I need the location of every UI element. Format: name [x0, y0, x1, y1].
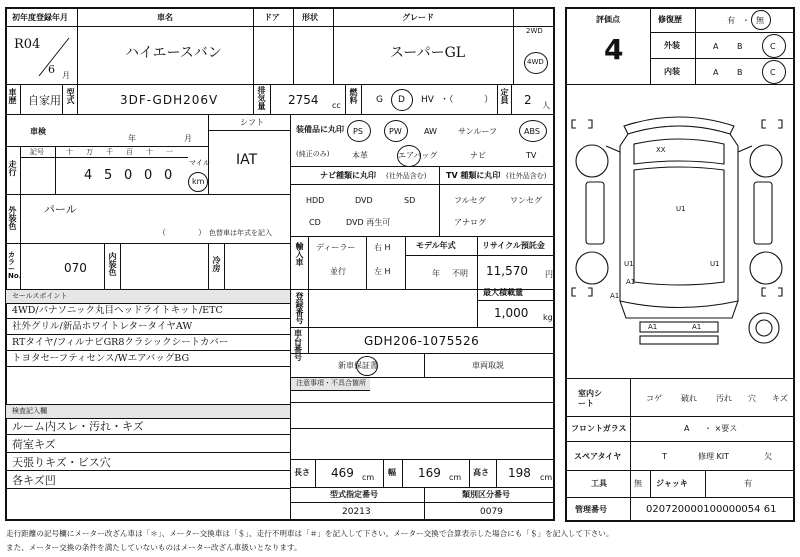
doors-header: ドア [264, 13, 280, 22]
capacity-unit: 人 [542, 101, 550, 110]
dimension-height-label: 高さ [473, 468, 489, 477]
mark-u1-left: U1 [624, 260, 634, 268]
windshield-label: フロントガラス [571, 424, 627, 433]
row-divider [5, 418, 290, 419]
col-divider [513, 7, 514, 84]
recycle-label: リサイクル預託金 [482, 241, 545, 250]
row-divider [20, 157, 188, 158]
mark-u1-right: U1 [710, 260, 720, 268]
jack-label: ジャッキ [656, 479, 688, 488]
col-divider [20, 146, 21, 194]
row-divider [650, 58, 795, 59]
side-panel-right [754, 182, 772, 244]
import-label: 輸入車 [295, 242, 304, 266]
col-divider [253, 7, 254, 84]
equip-tv: TV [526, 151, 537, 160]
displacement-label: 排気量 [257, 86, 266, 110]
equip-pw: PW [389, 127, 402, 136]
wheel-rear-right [750, 252, 782, 284]
exterior-color-close: ） [198, 228, 206, 237]
col-divider [333, 7, 334, 84]
shape-header: 形状 [302, 13, 318, 22]
exterior-color-value: パール [44, 203, 77, 216]
col-divider [424, 487, 425, 521]
row-divider [565, 470, 795, 471]
warranty-manual: 車両取説 [472, 361, 504, 370]
navi-label: ナビ種類に丸印 [320, 171, 376, 180]
row-divider [5, 318, 290, 319]
bracket [762, 288, 766, 296]
import-right-h: 右 H [374, 243, 391, 252]
dimension-width-unit: cm [449, 473, 462, 482]
row-divider [5, 146, 208, 147]
col-divider [120, 243, 121, 289]
dimension-length-label: 長さ [294, 468, 310, 477]
navi-dvd-play: DVD 再生可 [346, 218, 391, 227]
row-divider [290, 459, 555, 460]
damage-diagram [566, 86, 794, 378]
row-divider [5, 84, 555, 85]
navi-sub: (社外品含む) [386, 172, 427, 180]
row-divider [290, 502, 555, 503]
row-divider [5, 350, 290, 351]
row-divider [5, 194, 290, 195]
col-divider [208, 243, 209, 289]
interior-c: C [770, 68, 776, 77]
col-divider [366, 236, 367, 289]
inspection-year: 年 [128, 134, 136, 143]
capacity-value: 2 [524, 93, 532, 107]
row-divider [5, 366, 290, 367]
interior-color-label: 内装色 [108, 252, 117, 276]
repair-sep: ・ [742, 16, 750, 25]
row-divider [290, 166, 555, 167]
interior-label: 内装 [664, 67, 680, 76]
management-value: 020720000100000054 61 [646, 504, 777, 515]
col-divider [402, 459, 403, 487]
row-divider [5, 334, 290, 335]
exterior-label: 外装 [664, 41, 680, 50]
navi-cd: CD [309, 218, 321, 227]
import-parallel: 並行 [330, 267, 346, 276]
max-load-value: 1,000 [494, 306, 529, 320]
row-divider [290, 327, 555, 328]
col-divider [253, 84, 254, 114]
registration-month: 6 [48, 63, 55, 76]
col-divider [55, 146, 56, 194]
inspector-line-1: ルーム内スレ・汚れ・キズ [12, 420, 144, 433]
mileage-digit: 4 [84, 168, 93, 183]
drive-4wd: 4WD [527, 58, 544, 66]
mark-u1-roof: U1 [676, 205, 686, 213]
dimension-height-unit: cm [540, 473, 553, 482]
rear-step [640, 336, 718, 344]
capacity-label: 定員 [500, 88, 509, 104]
row-divider [290, 353, 555, 354]
diagram-marks [610, 146, 720, 331]
inspector-header-bg [6, 405, 290, 418]
mileage-km: km [192, 177, 205, 186]
chassis-label: 車台番号 [294, 329, 302, 362]
row-divider [405, 255, 555, 256]
displacement-unit: cc [332, 101, 341, 110]
category-number-value: 0079 [480, 507, 503, 517]
registration-month-unit: 月 [62, 71, 70, 80]
bracket [572, 120, 576, 128]
drive-2wd: 2WD [526, 27, 543, 35]
exterior-color-note: 色替車は年式を記入 [209, 229, 272, 237]
model-year-unknown: 不明 [452, 269, 468, 278]
equip-aw: AW [424, 127, 437, 136]
col-divider [695, 7, 696, 84]
usage-label: 車歴 [8, 88, 17, 104]
body-outline [620, 126, 738, 308]
col-divider [224, 243, 225, 289]
equipment-label: 装備品に丸印 [296, 125, 344, 134]
management-label: 管理番号 [575, 505, 607, 514]
spare-tire-kit: 修理 KIT [698, 452, 730, 461]
mileage-unit-header: 十 [146, 148, 153, 156]
spare-tire-label: スペアタイヤ [574, 452, 622, 461]
tools-value: 無 [634, 479, 642, 488]
sheet-yabure: 破れ [681, 394, 697, 403]
type-designation-value: 20213 [342, 507, 371, 517]
row-divider [290, 402, 555, 403]
mileage-mile: マイル [189, 159, 210, 167]
row-divider [5, 243, 290, 244]
col-divider [208, 114, 209, 194]
row-divider [290, 390, 370, 391]
windshield [634, 139, 724, 164]
registration-era-year: R04 [14, 37, 41, 52]
type-designation-label: 型式指定番号 [330, 490, 378, 499]
footer-line-1: 走行距離の記号欄にメーター改ざん車は「＊」、メーター交換車は「＄」、走行不明車は「＃」を記入して下さい。メーター交換で合算表示した場合にも「＄」を記入して下さい。 [6, 529, 614, 538]
col-divider [77, 7, 78, 84]
refrigeration-label: 冷房 [212, 256, 221, 272]
mileage-digit: 0 [164, 168, 173, 183]
col-divider [315, 459, 316, 487]
row-divider [5, 26, 555, 27]
row-divider [565, 378, 795, 379]
col-divider [345, 84, 346, 114]
mark-a1-rear2: A1 [692, 323, 702, 331]
row-divider [5, 470, 290, 471]
inspection-label: 車検 [30, 127, 46, 136]
row-divider [5, 488, 290, 489]
dimension-width: 169 [418, 466, 441, 480]
sheet-yogore: 汚れ [716, 394, 732, 403]
equip-navi: ナビ [470, 151, 486, 160]
col-divider [293, 7, 294, 84]
row-divider [5, 114, 555, 115]
fuel-g: G [376, 95, 383, 105]
col-divider [290, 114, 291, 289]
mileage-kigo: 記号 [30, 148, 44, 156]
mark-a1-side: A1 [610, 292, 620, 300]
bracket [762, 120, 766, 128]
exterior-color-paren: （ [158, 228, 166, 237]
tv-sub: (社外品含む) [506, 172, 547, 180]
col-divider [477, 289, 478, 327]
row-divider [650, 32, 795, 33]
chassis-value: GDH206-1075526 [364, 334, 480, 348]
mileage-unit-header: 万 [86, 148, 93, 156]
side-panel-left [586, 182, 604, 244]
navi-hdd: HDD [306, 196, 325, 205]
mileage-digit: 5 [104, 168, 113, 183]
mileage-digit: 0 [124, 168, 133, 183]
repair-yes: 有 [727, 16, 735, 25]
sheet-ana: 穴 [748, 394, 756, 403]
usage-value: 自家用 [28, 94, 61, 107]
import-dealer: ディーラー [316, 243, 356, 252]
max-load-label: 最大積載量 [483, 288, 523, 297]
col-divider [650, 470, 651, 497]
inspector-line-4: 各キズ凹 [12, 474, 56, 487]
exterior-c: C [770, 42, 776, 51]
wheel-rear-left [576, 252, 608, 284]
sales-point-2: 社外グリル/新品ホワイトレタータイヤAW [12, 321, 193, 332]
vehicle-name-header: 車名 [157, 13, 173, 22]
bracket [778, 120, 782, 128]
row-divider [565, 497, 795, 498]
mark-a1-left: A1 [626, 278, 636, 286]
bracket [588, 288, 592, 296]
col-divider [308, 236, 309, 289]
jack-value: 有 [744, 479, 752, 488]
equip-sunroof: サンルーフ [458, 127, 497, 136]
mirror [606, 146, 620, 152]
mark-xx: XX [656, 146, 666, 154]
color-no-label: カラーNo. [8, 251, 22, 280]
col-divider [270, 84, 271, 114]
col-divider [62, 84, 63, 114]
bracket [572, 288, 576, 296]
mileage-unit-header: 十 [66, 148, 73, 156]
row-divider [208, 130, 290, 131]
col-divider [405, 236, 406, 289]
row-divider [5, 452, 290, 453]
col-divider [496, 459, 497, 487]
row-divider [290, 428, 555, 429]
exterior-a: A [713, 42, 719, 51]
col-divider [650, 7, 651, 84]
sales-point-1: 4WD/パナソニック丸目ヘッドライトキット/ETC [12, 305, 223, 316]
rear [620, 301, 738, 318]
spare-circle [749, 313, 779, 343]
navi-sd: SD [404, 196, 416, 205]
spare-tire-missing: 欠 [764, 452, 772, 461]
score-label: 評価点 [596, 15, 620, 24]
model-label: 型式 [66, 88, 75, 104]
fuel-d: D [398, 95, 405, 105]
wheel-front-left [576, 145, 608, 177]
equip-leather: 本革 [352, 151, 368, 160]
footer-line-2: また、メーター交換の条件を満たしていないものはメーター改ざん車扱いとなります。 [6, 543, 302, 552]
model-value: 3DF-GDH206V [120, 93, 219, 107]
bracket [588, 120, 592, 128]
color-no-value: 070 [64, 261, 87, 275]
repair-label: 修復歴 [658, 15, 682, 24]
col-divider [20, 84, 21, 114]
wheel-front-right [750, 145, 782, 177]
vehicle-name: ハイエースバン [125, 45, 222, 61]
inspector-line-2: 荷室キズ [12, 438, 56, 451]
category-number-label: 類別区分番号 [462, 490, 510, 499]
tv-fullseg: フルセグ [454, 196, 486, 205]
registration-header: 初年度登録年月 [12, 13, 68, 22]
spare-circle-inner [756, 320, 772, 336]
mileage-digit: 0 [144, 168, 153, 183]
sales-point-4: トヨタセーフティセンス/WエアバッグBG [12, 353, 190, 364]
spare-tire-t: T [662, 452, 667, 461]
fuel-label: 燃料 [349, 88, 358, 104]
exterior-color-label: 外装色 [8, 206, 17, 230]
equip-abs: ABS [524, 127, 540, 136]
grade-header: グレード [402, 13, 434, 22]
row-divider [290, 184, 555, 185]
col-divider [77, 84, 78, 114]
col-divider [705, 470, 706, 497]
col-divider [104, 243, 105, 289]
windshield-a: A [684, 424, 690, 433]
tv-label: TV 種類に丸印 [446, 171, 501, 180]
inspector-line-3: 天張りキズ・ビス穴 [12, 456, 111, 469]
sales-point-3: RTタイヤ/フィルナビGR8クラシックシートカバー [12, 337, 229, 348]
equipment-sub: (純正のみ) [296, 150, 330, 158]
row-divider [565, 84, 795, 85]
row-divider [290, 236, 555, 237]
col-divider [424, 353, 425, 377]
dimension-length: 469 [331, 466, 354, 480]
dimension-width-label: 幅 [388, 468, 396, 477]
mileage-label: 走行 [8, 160, 17, 176]
sheet-koge: コゲ [646, 394, 662, 403]
recycle-unit: 円 [545, 270, 553, 279]
col-divider [497, 84, 498, 114]
col-divider [383, 459, 384, 487]
row-divider [290, 487, 555, 488]
shift-label: シフト [240, 118, 264, 127]
col-divider [361, 84, 362, 114]
navi-dvd: DVD [355, 196, 373, 205]
fuel-paren: ・（ [440, 95, 454, 105]
dimension-height: 198 [508, 466, 531, 480]
bracket [778, 288, 782, 296]
shift-value: IAT [236, 152, 258, 168]
windshield-x: ・ ×要ス [704, 424, 738, 433]
col-divider [308, 289, 309, 353]
score-value: 4 [604, 33, 624, 66]
row-divider [565, 441, 795, 442]
col-divider [439, 166, 440, 236]
col-divider [511, 84, 512, 114]
fuel-hv: HV [421, 95, 434, 105]
tv-analog: アナログ [454, 218, 486, 227]
model-year-year: 年 [432, 269, 440, 278]
exterior-b: B [737, 42, 743, 51]
col-divider [630, 378, 631, 522]
model-year-label: モデル年式 [416, 241, 456, 250]
sales-points-header: セールスポイント [12, 292, 68, 300]
interior-sheet-label: 室内シート [578, 389, 602, 409]
sheet-kizu: キズ [772, 394, 788, 403]
grade-value: スーパーGL [390, 45, 466, 61]
inspection-month: 月 [184, 134, 192, 143]
recycle-value: 11,570 [486, 264, 528, 278]
tv-oneseg: ワンセグ [510, 196, 542, 205]
row-divider [477, 300, 555, 301]
fuel-close: ） [484, 95, 494, 105]
equip-airbag: エアバッグ [398, 151, 438, 160]
import-left-h: 左 H [374, 267, 391, 276]
row-divider [5, 303, 290, 304]
col-divider [469, 459, 470, 487]
displacement-value: 2754 [288, 93, 319, 107]
reg-no-label: 登録番号 [295, 292, 304, 324]
tools-label: 工具 [591, 479, 607, 488]
repair-no: 無 [756, 16, 764, 25]
warranty-label: 新車保証書 [338, 361, 378, 370]
interior-a: A [713, 68, 719, 77]
notes-label: 注意事項・不具合箇所 [296, 379, 366, 387]
mark-a1-rear1: A1 [648, 323, 658, 331]
col-divider [477, 236, 478, 289]
max-load-unit: kg [543, 313, 553, 322]
row-divider [565, 416, 795, 417]
dimension-length-unit: cm [362, 473, 375, 482]
mileage-unit-header: 千 [106, 148, 113, 156]
interior-b: B [737, 68, 743, 77]
equip-ps: PS [353, 127, 363, 136]
mirror [738, 146, 752, 152]
mileage-unit-header: 百 [126, 148, 133, 156]
inspector-header: 検査記入欄 [12, 407, 47, 415]
row-divider [5, 434, 290, 435]
mileage-unit-header: 一 [166, 148, 173, 156]
